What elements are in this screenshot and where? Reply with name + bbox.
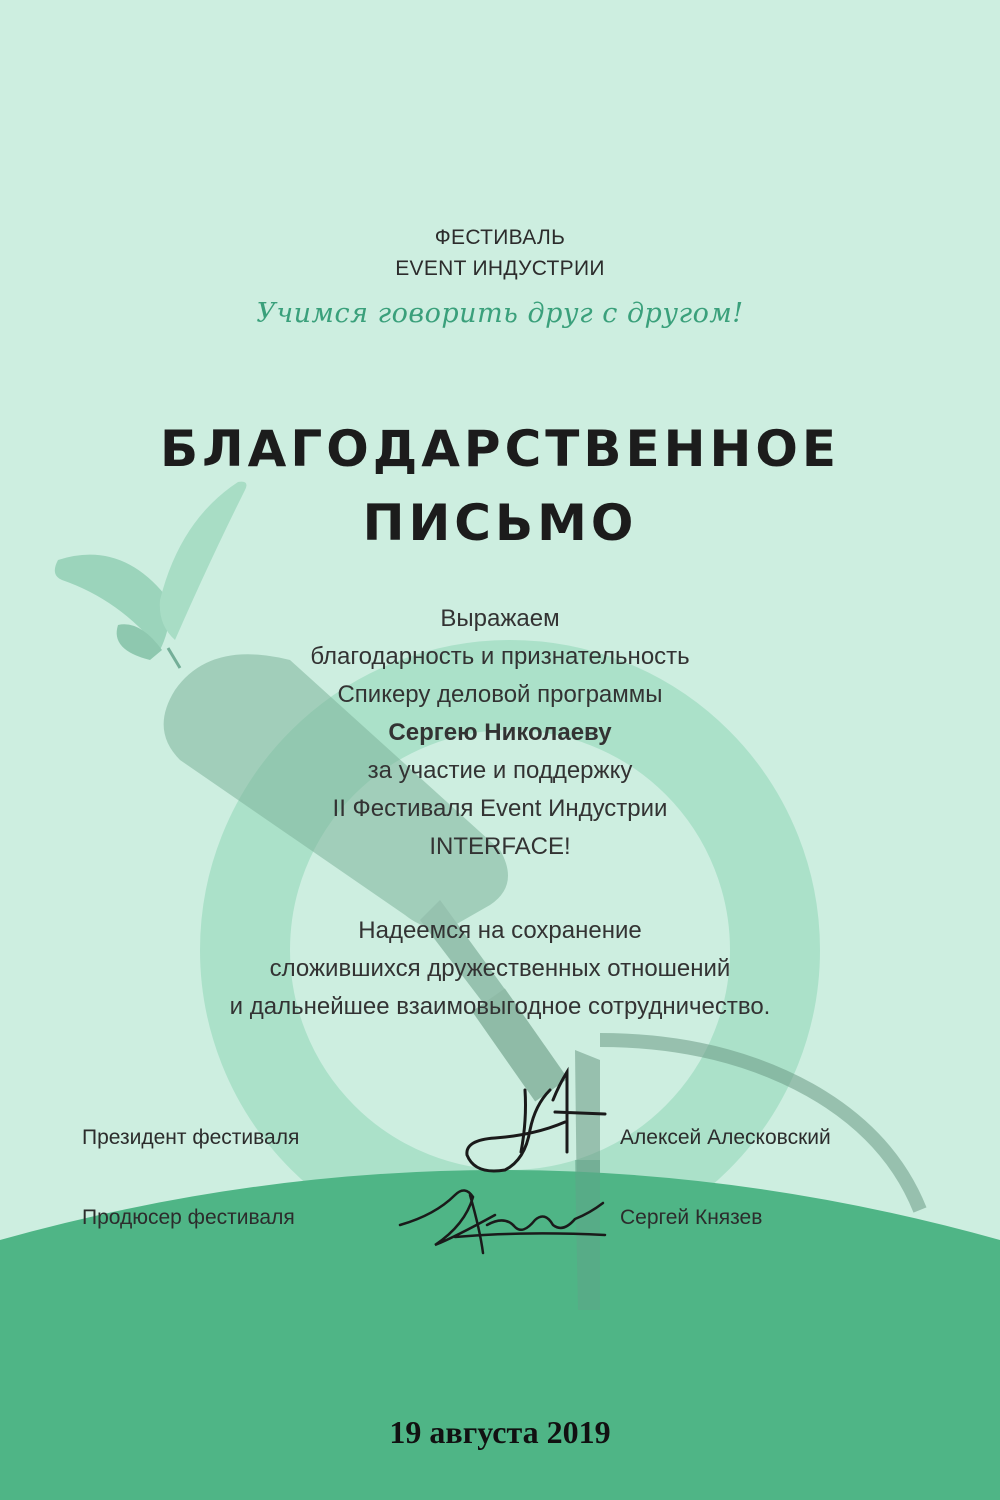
festival-label: ФЕСТИВАЛЬ — [434, 226, 566, 249]
document-title-line1: БЛАГОДАРСТВЕННОЕ — [160, 420, 840, 478]
closing-line: Надеемся на сохранение — [358, 917, 642, 944]
body-line: II Фестиваля Event Индустрии — [332, 795, 668, 822]
closing-paragraph — [0, 912, 1000, 1026]
letter-body — [0, 600, 1000, 866]
closing-line: сложившихся дружественных отношений — [269, 955, 731, 982]
document-title-line2: ПИСЬМО — [362, 494, 638, 552]
body-line: благодарность и признательность — [310, 643, 690, 670]
signer-name: Сергей Князев — [620, 1206, 763, 1229]
signer-role: Президент фестиваля — [82, 1126, 300, 1149]
body-line: за участие и поддержку — [367, 757, 633, 784]
signer-name: Алексей Алесковский — [620, 1126, 831, 1149]
body-line: Выражаем — [440, 605, 560, 632]
letter-date: 19 августа 2019 — [389, 1414, 611, 1450]
signer-role: Продюсер фестиваля — [82, 1206, 295, 1229]
recipient-name: Сергею Николаеву — [388, 719, 612, 746]
body-line: INTERFACE! — [429, 833, 571, 860]
producer-signature — [395, 1175, 610, 1265]
president-signature — [455, 1060, 615, 1185]
closing-line: и дальнейшее взаимовыгодное сотрудничество. — [229, 993, 771, 1020]
slogan: Учимся говорить друг с другом! — [256, 298, 744, 329]
body-line: Спикеру деловой программы — [337, 681, 663, 708]
festival-subtitle: EVENT ИНДУСТРИИ — [395, 257, 605, 280]
